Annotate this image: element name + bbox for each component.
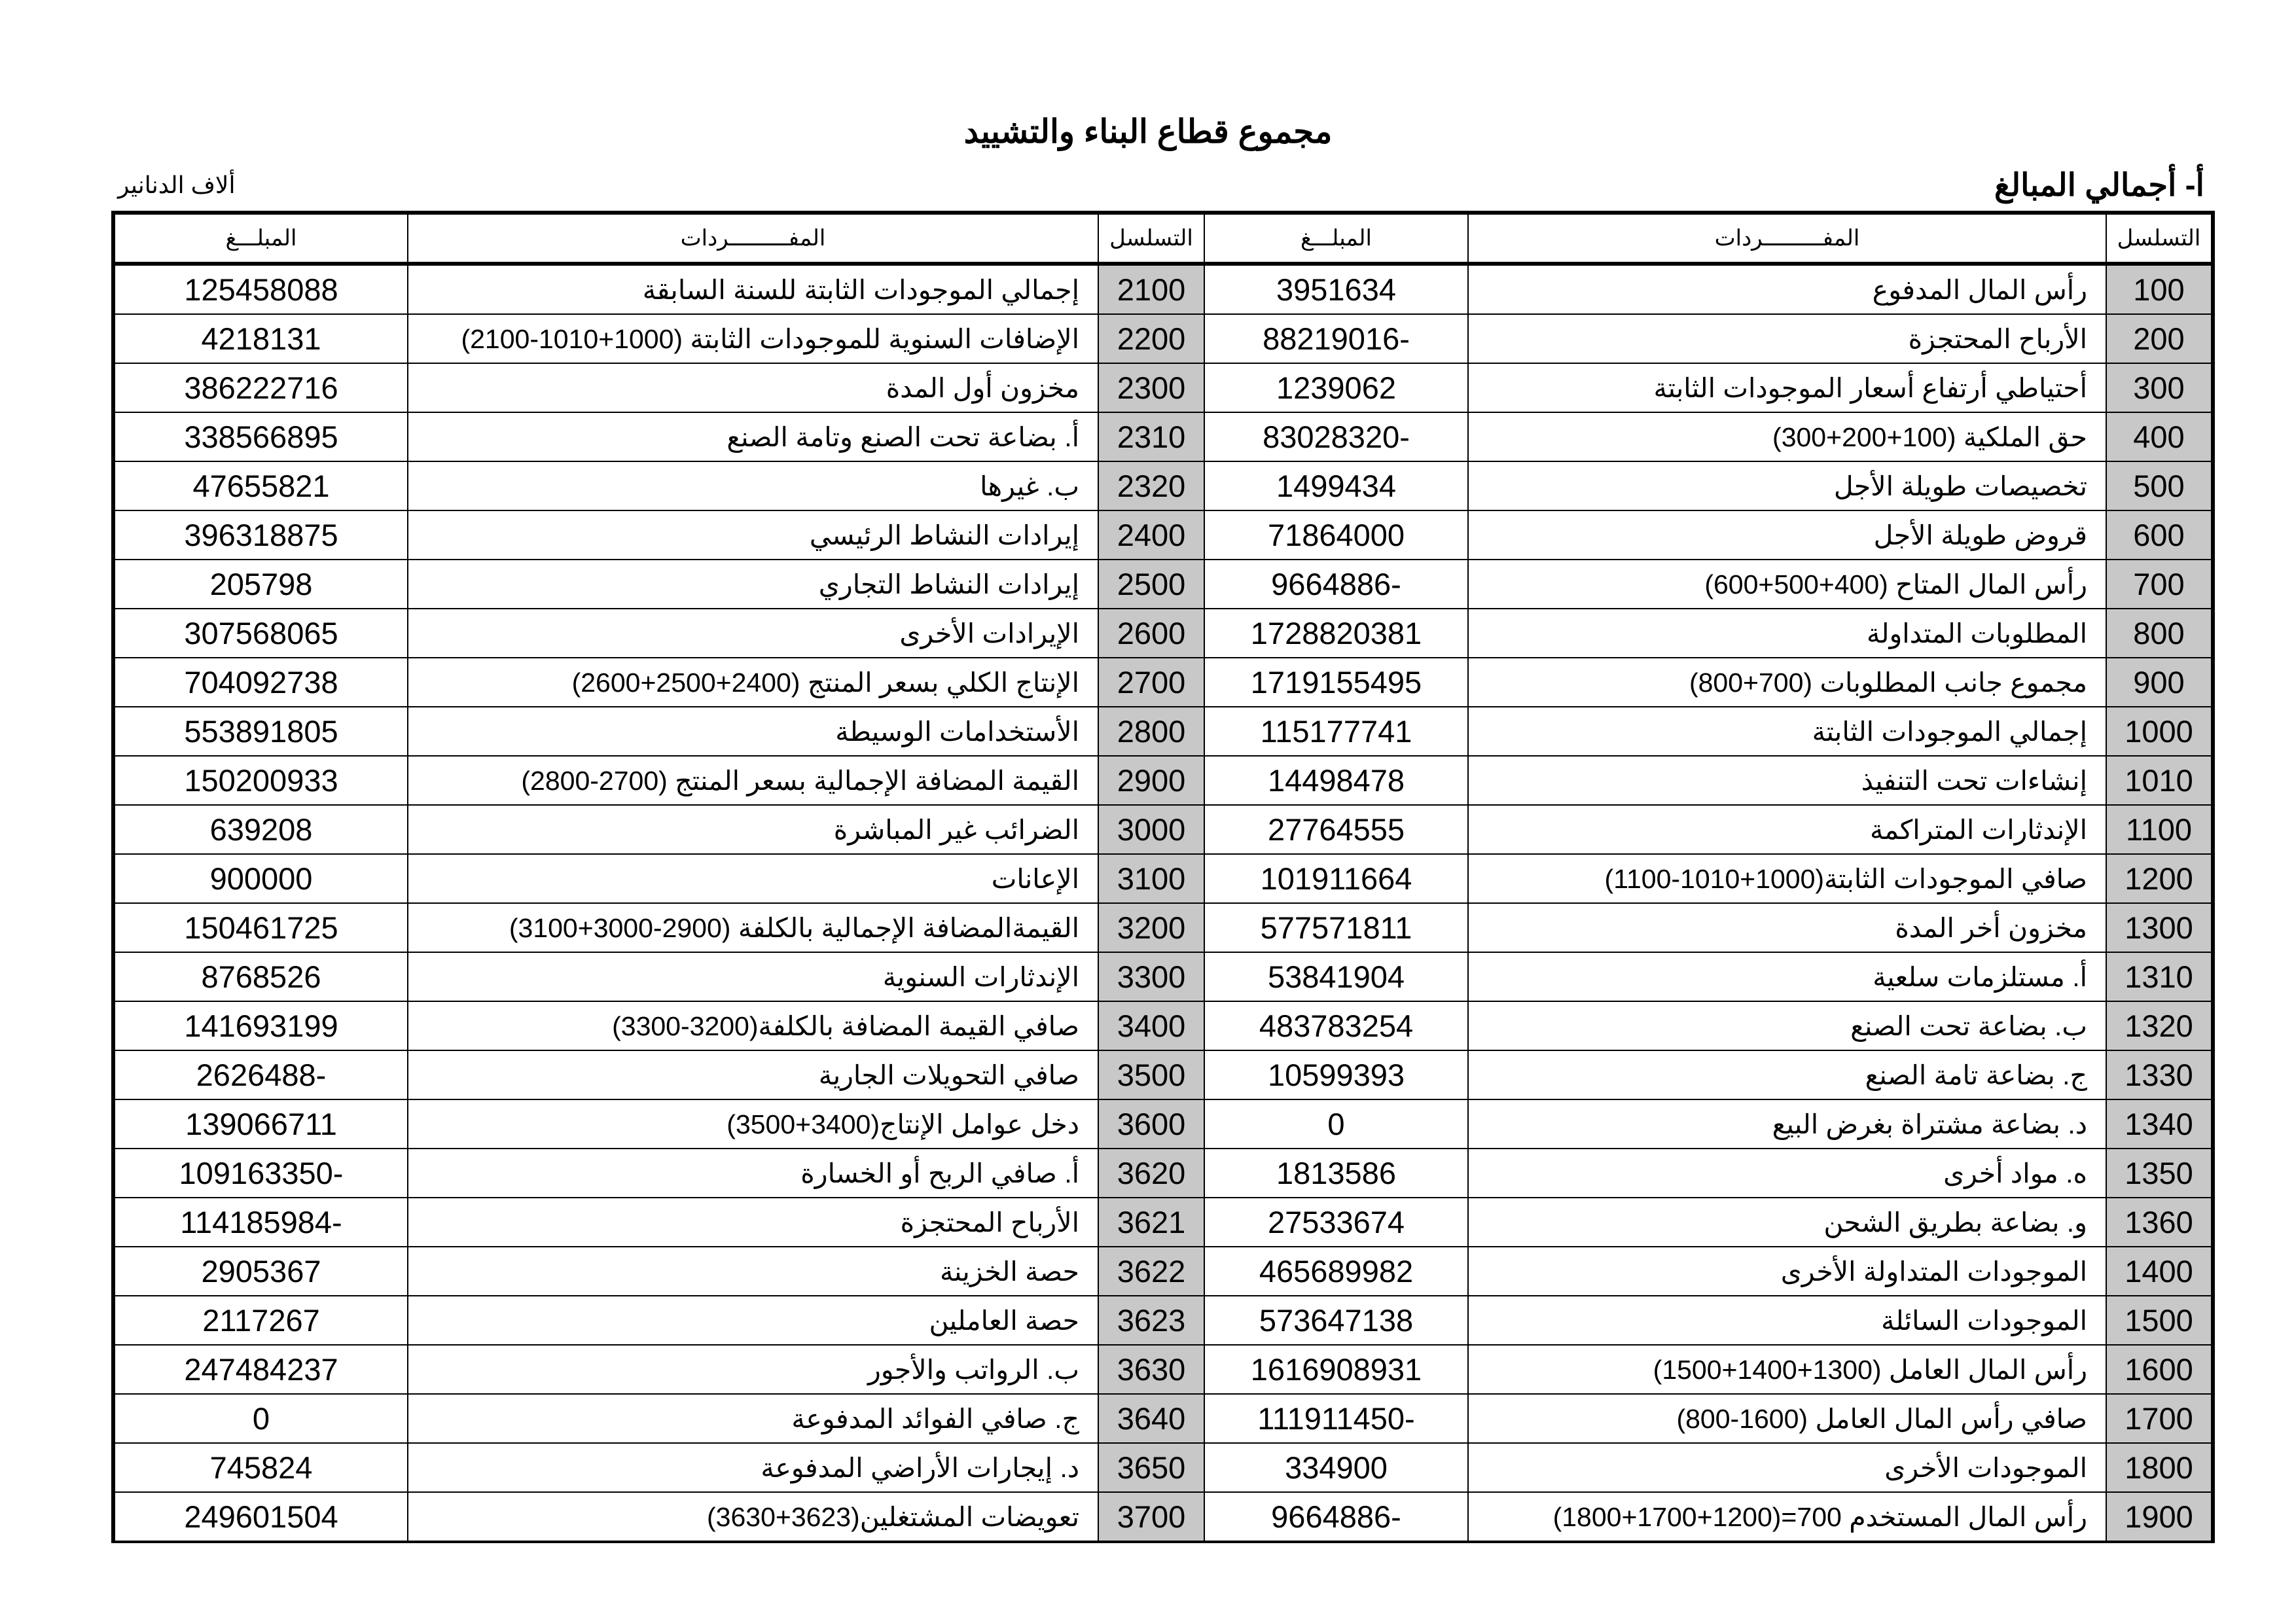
- item-left: صافي التحويلات الجارية: [408, 1050, 1098, 1099]
- seq-right: 1800: [2106, 1443, 2213, 1492]
- seq-right: 1400: [2106, 1247, 2213, 1296]
- table-row: [113, 1247, 2213, 1296]
- item-right: حق الملكية (100+200+300): [1468, 412, 2106, 461]
- item-left: ب. غيرها: [408, 461, 1098, 510]
- table-row: [113, 412, 2213, 461]
- seq-left: 3600: [1098, 1099, 1204, 1149]
- amount-right: 101911664: [1204, 854, 1468, 903]
- amount-left: 205798: [113, 560, 408, 609]
- seq-right: 400: [2106, 412, 2213, 461]
- table-row: [113, 510, 2213, 560]
- seq-right: 600: [2106, 510, 2213, 560]
- seq-left: 3630: [1098, 1345, 1204, 1394]
- item-right: أ. مستلزمات سلعية: [1468, 952, 2106, 1001]
- table-row: [113, 1394, 2213, 1443]
- item-left: إجمالي الموجودات الثابتة للسنة السابقة: [408, 264, 1098, 314]
- table-row: [113, 805, 2213, 854]
- table-row: [113, 314, 2213, 363]
- header-amount-left: المبلـــغ: [113, 213, 408, 264]
- amount-left: 307568065: [113, 609, 408, 658]
- item-left: القيمةالمضافة الإجمالية بالكلفة (2900-3000+3100): [408, 903, 1098, 952]
- seq-right: 1700: [2106, 1394, 2213, 1443]
- seq-right: 1320: [2106, 1001, 2213, 1050]
- item-left: إيرادات النشاط التجاري: [408, 560, 1098, 609]
- seq-left: 3700: [1098, 1492, 1204, 1542]
- seq-right: 800: [2106, 609, 2213, 658]
- item-right: رأس المال المستخدم 700=(1200+1700+1800): [1468, 1492, 2106, 1542]
- seq-left: 2400: [1098, 510, 1204, 560]
- seq-right: 1350: [2106, 1149, 2213, 1198]
- table-body: [113, 264, 2213, 1542]
- amount-left: 150461725: [113, 903, 408, 952]
- amount-right: 1499434: [1204, 461, 1468, 510]
- seq-left: 2200: [1098, 314, 1204, 363]
- item-right: ب. بضاعة تحت الصنع: [1468, 1001, 2106, 1050]
- seq-left: 2800: [1098, 707, 1204, 756]
- table-row: [113, 264, 2213, 314]
- item-left: مخزون أول المدة: [408, 363, 1098, 412]
- item-left: الإضافات السنوية للموجودات الثابتة (1000+1010-2100): [408, 314, 1098, 363]
- seq-right: 1200: [2106, 854, 2213, 903]
- amount-left: 247484237: [113, 1345, 408, 1394]
- amount-left: 139066711: [113, 1099, 408, 1149]
- seq-left: 3500: [1098, 1050, 1204, 1099]
- seq-left: 3621: [1098, 1198, 1204, 1247]
- amount-left: 125458088: [113, 264, 408, 314]
- item-right: قروض طويلة الأجل: [1468, 510, 2106, 560]
- table-row: [113, 1198, 2213, 1247]
- seq-right: 1360: [2106, 1198, 2213, 1247]
- table-row: [113, 1492, 2213, 1542]
- item-left: د. إيجارات الأراضي المدفوعة: [408, 1443, 1098, 1492]
- seq-right: 1500: [2106, 1296, 2213, 1345]
- seq-left: 2100: [1098, 264, 1204, 314]
- amount-right: 27533674: [1204, 1198, 1468, 1247]
- section-title: أ- أجمالي المبالغ: [1994, 168, 2204, 203]
- table-row: [113, 658, 2213, 707]
- amount-right: 71864000: [1204, 510, 1468, 560]
- item-left: ج. صافي الفوائد المدفوعة: [408, 1394, 1098, 1443]
- header-seq-right: التسلسل: [2106, 213, 2213, 264]
- item-left: ب. الرواتب والأجور: [408, 1345, 1098, 1394]
- item-left: حصة العاملين: [408, 1296, 1098, 1345]
- amount-right: 1616908931: [1204, 1345, 1468, 1394]
- header-seq-left: التسلسل: [1098, 213, 1204, 264]
- amount-right: 573647138: [1204, 1296, 1468, 1345]
- seq-right: 100: [2106, 264, 2213, 314]
- header-items-right: المفـــــــــردات: [1468, 213, 2106, 264]
- unit-label: ألاف الدنانير: [118, 171, 236, 198]
- table-row: [113, 1050, 2213, 1099]
- seq-left: 3300: [1098, 952, 1204, 1001]
- table-row: [113, 1099, 2213, 1149]
- seq-left: 2500: [1098, 560, 1204, 609]
- table-row: [113, 1345, 2213, 1394]
- seq-left: 2310: [1098, 412, 1204, 461]
- amount-right: 14498478: [1204, 756, 1468, 805]
- item-right: ج. بضاعة تامة الصنع: [1468, 1050, 2106, 1099]
- item-right: إنشاءات تحت التنفيذ: [1468, 756, 2106, 805]
- seq-right: 1310: [2106, 952, 2213, 1001]
- item-left: أ. بضاعة تحت الصنع وتامة الصنع: [408, 412, 1098, 461]
- seq-right: 200: [2106, 314, 2213, 363]
- seq-right: 1900: [2106, 1492, 2213, 1542]
- item-left: صافي القيمة المضافة بالكلفة(3200-3300): [408, 1001, 1098, 1050]
- seq-left: 2900: [1098, 756, 1204, 805]
- amount-left: 704092738: [113, 658, 408, 707]
- item-right: و. بضاعة بطريق الشحن: [1468, 1198, 2106, 1247]
- amount-right: 1239062: [1204, 363, 1468, 412]
- amount-left: 114185984-: [113, 1198, 408, 1247]
- table-row: [113, 1149, 2213, 1198]
- amount-right: 9664886-: [1204, 1492, 1468, 1542]
- amount-right: 83028320-: [1204, 412, 1468, 461]
- item-left: حصة الخزينة: [408, 1247, 1098, 1296]
- seq-right: 1340: [2106, 1099, 2213, 1149]
- item-right: أحتياطي أرتفاع أسعار الموجودات الثابتة: [1468, 363, 2106, 412]
- seq-right: 1300: [2106, 903, 2213, 952]
- seq-right: 1100: [2106, 805, 2213, 854]
- table-row: [113, 952, 2213, 1001]
- amount-right: 1719155495: [1204, 658, 1468, 707]
- seq-left: 3400: [1098, 1001, 1204, 1050]
- table-row: [113, 1443, 2213, 1492]
- item-right: المطلوبات المتداولة: [1468, 609, 2106, 658]
- table-row: [113, 854, 2213, 903]
- item-right: تخصيصات طويلة الأجل: [1468, 461, 2106, 510]
- amount-right: 483783254: [1204, 1001, 1468, 1050]
- amount-left: 338566895: [113, 412, 408, 461]
- item-left: القيمة المضافة الإجمالية بسعر المنتج (2700-2800): [408, 756, 1098, 805]
- table-row: [113, 609, 2213, 658]
- amount-right: 27764555: [1204, 805, 1468, 854]
- seq-right: 1600: [2106, 1345, 2213, 1394]
- table-header-row: [113, 213, 2213, 264]
- seq-left: 3100: [1098, 854, 1204, 903]
- item-right: صافي الموجودات الثابتة(1000+1010-1100): [1468, 854, 2106, 903]
- table-row: [113, 363, 2213, 412]
- amount-right: 334900: [1204, 1443, 1468, 1492]
- amount-right: 3951634: [1204, 264, 1468, 314]
- table-row: [113, 1001, 2213, 1050]
- item-right: رأس المال العامل (1300+1400+1500): [1468, 1345, 2106, 1394]
- item-left: أ. صافي الربح أو الخسارة: [408, 1149, 1098, 1198]
- item-right: ه. مواد أخرى: [1468, 1149, 2106, 1198]
- item-right: الأرباح المحتجزة: [1468, 314, 2106, 363]
- item-right: الموجودات المتداولة الأخرى: [1468, 1247, 2106, 1296]
- seq-left: 3620: [1098, 1149, 1204, 1198]
- item-right: رأس المال المدفوع: [1468, 264, 2106, 314]
- seq-left: 2600: [1098, 609, 1204, 658]
- item-right: مجموع جانب المطلوبات (700+800): [1468, 658, 2106, 707]
- seq-left: 2700: [1098, 658, 1204, 707]
- item-left: إيرادات النشاط الرئيسي: [408, 510, 1098, 560]
- amount-right: 115177741: [1204, 707, 1468, 756]
- amount-left: 141693199: [113, 1001, 408, 1050]
- table-row: [113, 560, 2213, 609]
- seq-left: 3622: [1098, 1247, 1204, 1296]
- table-row: [113, 707, 2213, 756]
- item-right: رأس المال المتاح (400+500+600): [1468, 560, 2106, 609]
- seq-left: 3000: [1098, 805, 1204, 854]
- amount-left: 2626488-: [113, 1050, 408, 1099]
- header-items-left: المفـــــــــردات: [408, 213, 1098, 264]
- amount-right: 577571811: [1204, 903, 1468, 952]
- amount-left: 900000: [113, 854, 408, 903]
- amount-right: 88219016-: [1204, 314, 1468, 363]
- amount-left: 2117267: [113, 1296, 408, 1345]
- seq-right: 1000: [2106, 707, 2213, 756]
- header-amount-right: المبلـــغ: [1204, 213, 1468, 264]
- table-row: [113, 903, 2213, 952]
- amount-right: 9664886-: [1204, 560, 1468, 609]
- amount-left: 249601504: [113, 1492, 408, 1542]
- amount-left: 745824: [113, 1443, 408, 1492]
- amount-right: 111911450-: [1204, 1394, 1468, 1443]
- amount-right: 0: [1204, 1099, 1468, 1149]
- item-left: تعويضات المشتغلين(3623+3630): [408, 1492, 1098, 1542]
- amount-right: 1813586: [1204, 1149, 1468, 1198]
- table-row: [113, 461, 2213, 510]
- seq-right: 1010: [2106, 756, 2213, 805]
- item-right: صافي رأس المال العامل (1600-800): [1468, 1394, 2106, 1443]
- amount-left: 553891805: [113, 707, 408, 756]
- seq-right: 900: [2106, 658, 2213, 707]
- financial-table: [111, 211, 2215, 1543]
- amount-left: 4218131: [113, 314, 408, 363]
- item-left: الأستخدامات الوسيطة: [408, 707, 1098, 756]
- seq-right: 300: [2106, 363, 2213, 412]
- page-title: مجموع قطاع البناء والتشييد: [963, 113, 1333, 150]
- amount-left: 47655821: [113, 461, 408, 510]
- item-left: الإعانات: [408, 854, 1098, 903]
- item-right: الموجودات السائلة: [1468, 1296, 2106, 1345]
- item-left: الإنتاج الكلي بسعر المنتج (2400+2500+2600): [408, 658, 1098, 707]
- item-right: مخزون أخر المدة: [1468, 903, 2106, 952]
- item-left: الضرائب غير المباشرة: [408, 805, 1098, 854]
- seq-left: 3623: [1098, 1296, 1204, 1345]
- amount-right: 10599393: [1204, 1050, 1468, 1099]
- item-left: الأرباح المحتجزة: [408, 1198, 1098, 1247]
- amount-left: 109163350-: [113, 1149, 408, 1198]
- amount-right: 53841904: [1204, 952, 1468, 1001]
- amount-left: 0: [113, 1394, 408, 1443]
- seq-left: 3640: [1098, 1394, 1204, 1443]
- amount-right: 465689982: [1204, 1247, 1468, 1296]
- seq-left: 3650: [1098, 1443, 1204, 1492]
- amount-left: 639208: [113, 805, 408, 854]
- item-right: د. بضاعة مشتراة بغرض البيع: [1468, 1099, 2106, 1149]
- amount-left: 396318875: [113, 510, 408, 560]
- seq-left: 2320: [1098, 461, 1204, 510]
- amount-right: 1728820381: [1204, 609, 1468, 658]
- table-row: [113, 1296, 2213, 1345]
- item-left: الإندثارات السنوية: [408, 952, 1098, 1001]
- amount-left: 2905367: [113, 1247, 408, 1296]
- table-row: [113, 756, 2213, 805]
- seq-right: 700: [2106, 560, 2213, 609]
- item-right: الموجودات الأخرى: [1468, 1443, 2106, 1492]
- seq-right: 1330: [2106, 1050, 2213, 1099]
- item-left: دخل عوامل الإنتاج(3400+3500): [408, 1099, 1098, 1149]
- amount-left: 8768526: [113, 952, 408, 1001]
- seq-left: 2300: [1098, 363, 1204, 412]
- amount-left: 386222716: [113, 363, 408, 412]
- item-right: الإندثارات المتراكمة: [1468, 805, 2106, 854]
- item-right: إجمالي الموجودات الثابتة: [1468, 707, 2106, 756]
- amount-left: 150200933: [113, 756, 408, 805]
- seq-right: 500: [2106, 461, 2213, 510]
- item-left: الإيرادات الأخرى: [408, 609, 1098, 658]
- seq-left: 3200: [1098, 903, 1204, 952]
